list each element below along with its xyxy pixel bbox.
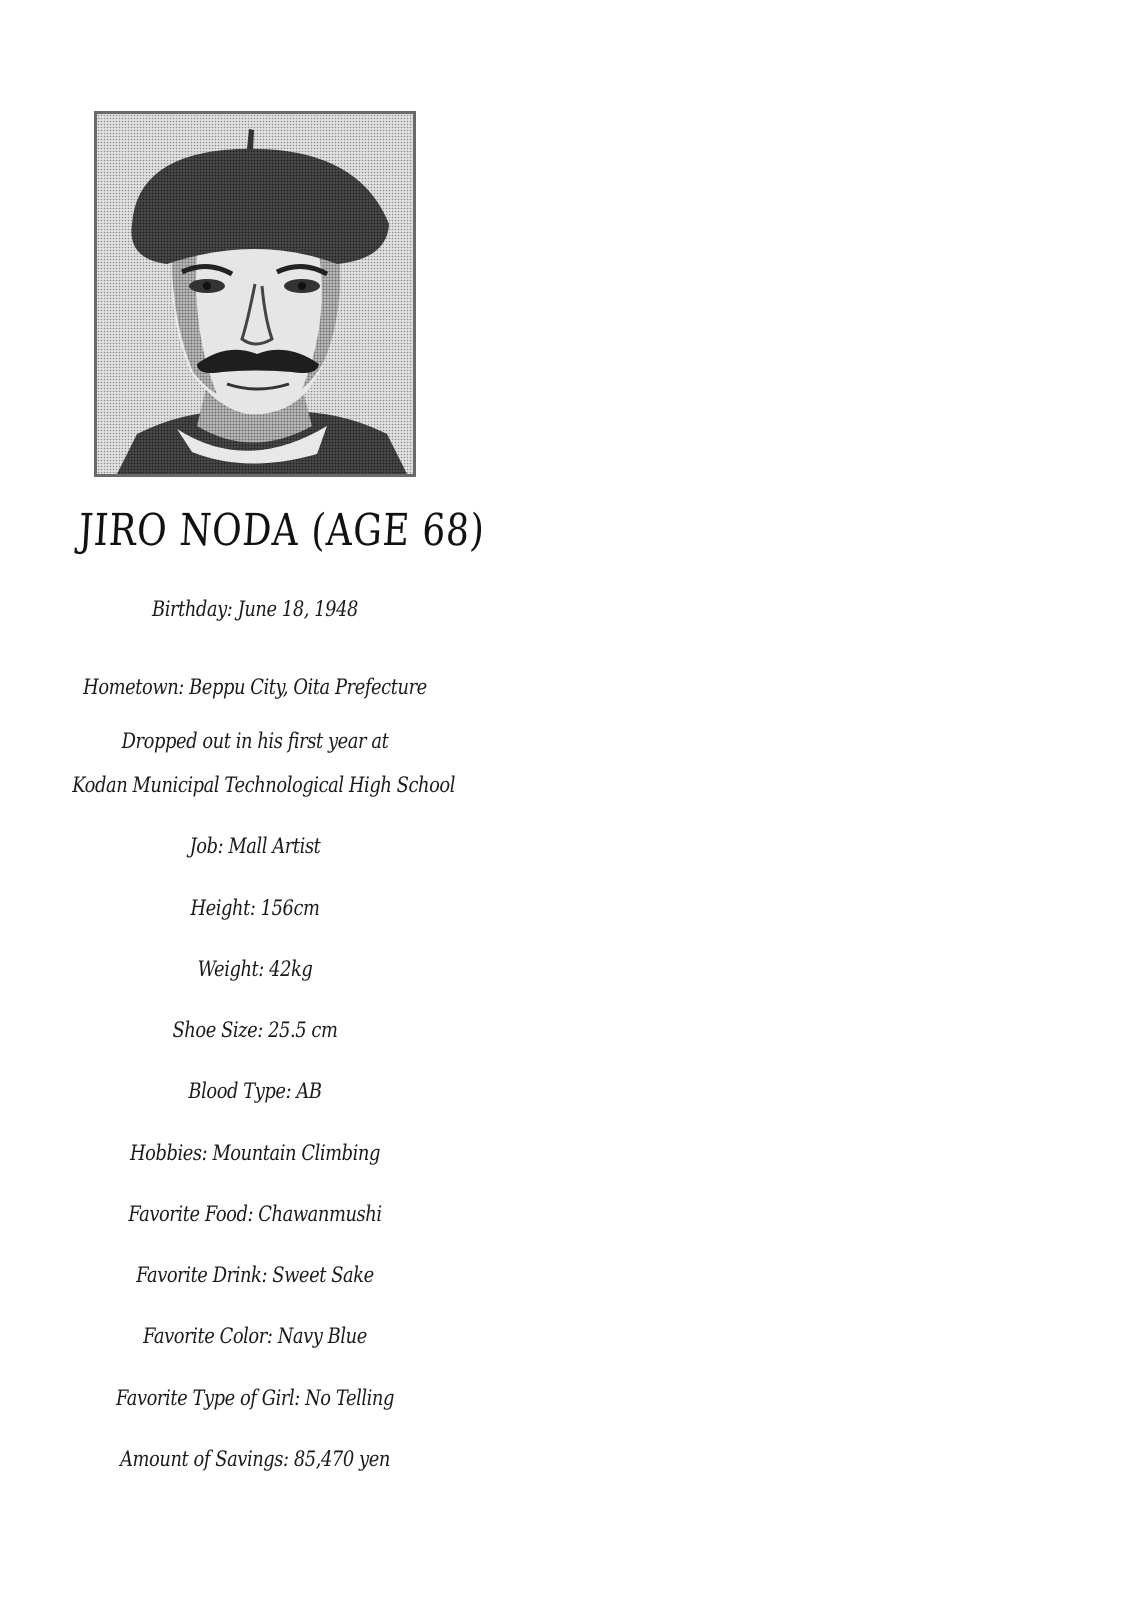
savings-line: Amount of Savings: 85,470 yen bbox=[120, 1447, 390, 1471]
weight-line: Weight: 42kg bbox=[197, 957, 313, 981]
blood-type-line: Blood Type: AB bbox=[188, 1079, 322, 1103]
favorite-drink-line: Favorite Drink: Sweet Sake bbox=[136, 1263, 374, 1287]
profile-name-heading: JIRO NODA (AGE 68) bbox=[77, 505, 487, 556]
hometown-line: Hometown: Beppu City, Oita Prefecture bbox=[83, 675, 427, 699]
portrait-illustration bbox=[97, 114, 413, 474]
education-line-1: Dropped out in his first year at bbox=[121, 729, 389, 753]
favorite-color-line: Favorite Color: Navy Blue bbox=[143, 1324, 367, 1348]
education-line-2: Kodan Municipal Technological High School bbox=[72, 773, 456, 797]
job-line: Job: Mall Artist bbox=[189, 834, 321, 858]
favorite-girl-line: Favorite Type of Girl: No Telling bbox=[115, 1386, 395, 1410]
favorite-food-line: Favorite Food: Chawanmushi bbox=[128, 1202, 382, 1226]
birthday-line: Birthday: June 18, 1948 bbox=[152, 597, 358, 621]
shoe-size-line: Shoe Size: 25.5 cm bbox=[172, 1018, 338, 1042]
portrait-image bbox=[94, 111, 416, 477]
hobbies-line: Hobbies: Mountain Climbing bbox=[129, 1141, 381, 1165]
height-line: Height: 156cm bbox=[190, 896, 320, 920]
